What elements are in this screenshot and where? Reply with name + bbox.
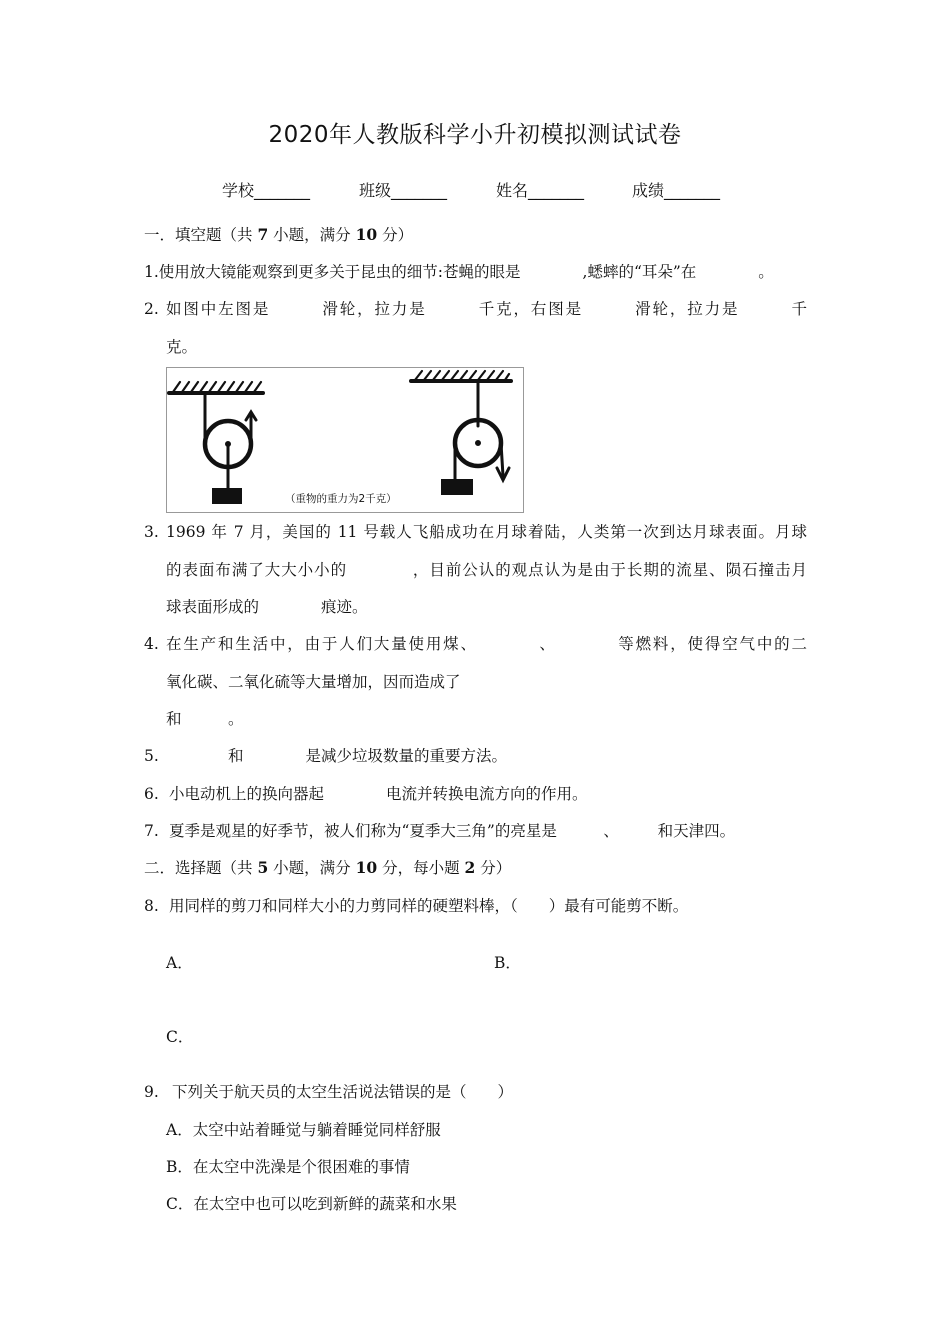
- question-9-number: 9.: [144, 1083, 159, 1101]
- left-weight: [212, 488, 242, 504]
- question-8-option-a: A．: [166, 954, 193, 972]
- question-9: 下列关于航天员的太空生活说法错误的是（ ）: [172, 1083, 514, 1101]
- page-title: 2020年人教版科学小升初模拟测试试卷: [268, 122, 682, 148]
- question-2-line2: 克。: [166, 338, 198, 356]
- class-field: 班级_______: [359, 181, 448, 200]
- question-9-option-a: A．太空中站着睡觉与躺着睡觉同样舒服: [166, 1121, 441, 1139]
- question-9-option-c: C．在太空中也可以吃到新鲜的蔬菜和水果: [166, 1195, 457, 1213]
- question-3-line1: 1969 年 7 月，美国的 11 号载人飞船成功在月球着陆，人类第一次到达月球表面。月球: [166, 523, 807, 541]
- question-4-number: 4.: [144, 635, 159, 653]
- question-6: 小电动机上的换向器起 电流并转换电流方向的作用。: [169, 785, 588, 803]
- question-5: 和 是减少垃圾数量的重要方法。: [166, 747, 508, 765]
- question-8-option-b: B．: [494, 954, 521, 972]
- section-1-heading: 一．填空题（共 7 小题，满分 10 分）: [144, 225, 414, 244]
- question-8-number: 8.: [144, 897, 159, 915]
- question-3-line2: 的表面布满了大大小小的 ，目前公认的观点认为是由于长期的流星、陨石撞击月: [166, 561, 807, 579]
- question-1: 1.使用放大镜能观察到更多关于昆虫的细节:苍蝇的眼是 ,蟋蟀的“耳朵”在 。: [144, 263, 774, 281]
- question-5-number: 5.: [144, 747, 159, 765]
- figure-caption: （重物的重力为2千克）: [285, 493, 397, 505]
- school-field: 学校_______: [222, 181, 311, 200]
- question-4-line2: 氧化碳、二氧化硫等大量增加，因而造成了: [166, 673, 461, 691]
- question-8: 用同样的剪刀和同样大小的力剪同样的硬塑料棒，（ ）最有可能剪不断。: [169, 897, 689, 915]
- section-2-heading: 二．选择题（共 5 小题，满分 10 分，每小题 2 分）: [144, 858, 512, 877]
- question-2-line1: 如图中左图是 滑轮，拉力是 千克，右图是 滑轮，拉力是 千: [166, 300, 807, 318]
- score-field: 成绩_______: [632, 181, 721, 200]
- question-4-line1: 在生产和生活中，由于人们大量使用煤、 、 等燃料，使得空气中的二: [166, 635, 807, 653]
- question-6-number: 6.: [144, 785, 159, 803]
- question-8-option-c: C．: [166, 1028, 194, 1046]
- name-field: 姓名_______: [496, 181, 585, 200]
- question-2-number: 2.: [144, 300, 159, 318]
- question-9-option-b: B．在太空中洗澡是个很困难的事情: [166, 1158, 410, 1176]
- question-3-line3: 球表面形成的 痕迹。: [166, 598, 368, 616]
- question-7-number: 7.: [144, 822, 159, 840]
- question-4-line3: 和 。: [166, 710, 244, 728]
- question-3-number: 3.: [144, 523, 159, 541]
- pulley-figure: [166, 367, 524, 513]
- question-7: 夏季是观星的好季节，被人们称为“夏季大三角”的亮星是 、 和天津四。: [169, 822, 736, 840]
- right-weight: [441, 479, 473, 495]
